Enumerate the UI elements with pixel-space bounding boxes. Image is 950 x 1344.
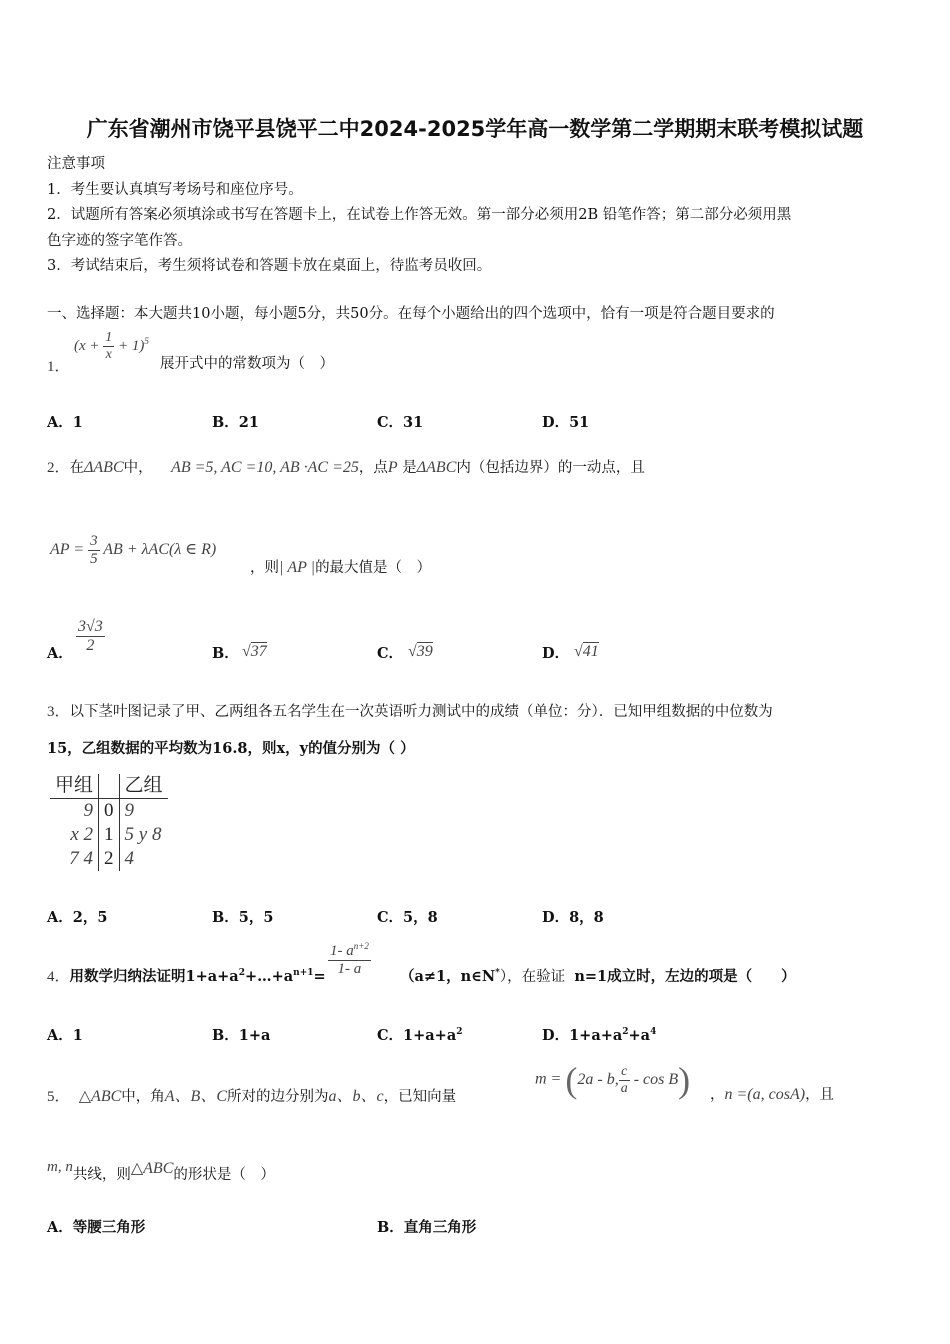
stem-header-left: 甲组 [50, 774, 99, 799]
q3-text: 以下茎叶图记录了甲、乙两组各五名学生在一次英语听力测试中的成绩（单位：分）．已知甲组数据的中位数为 [69, 704, 773, 720]
option-a[interactable]: A．1 [47, 414, 83, 431]
q2-condition: AB =5, AC =10, AB ·AC =25 [171, 459, 359, 476]
option-b[interactable]: B．1+a [212, 1027, 271, 1044]
q4-fraction [328, 941, 371, 978]
option-c-value: √39 [408, 643, 433, 660]
superscript: * [495, 968, 500, 979]
angles-label: A、B、C [164, 1088, 227, 1105]
option-c-label: C．1+a+a [377, 1027, 457, 1044]
sides-label: a、b、c [328, 1088, 384, 1105]
superscript: 2 [456, 1027, 463, 1038]
option-d-label: D．1+a+a [542, 1027, 623, 1044]
option-a[interactable]: A．2，5 [47, 909, 108, 926]
option-d-value: √41 [574, 643, 599, 660]
q5-text: ，且 [805, 1087, 835, 1103]
abs-ap: | AP | [279, 559, 316, 576]
q5-line2 [47, 1159, 275, 1184]
q2-text: ，点 [358, 460, 388, 476]
question-number: 1． [47, 359, 70, 375]
section-heading: 一、选择题：本大题共10小题，每小题5分，共50分。在每个小题给出的四个选项中，恰有一项是符合题目要求的 [47, 306, 775, 322]
notice-item: 2．试题所有答案必须填涂或书写在答题卡上，在试卷上作答无效。第一部分必须用2B 铅笔作答；第二部分必须用黑 [47, 207, 792, 223]
stem: 1 [99, 823, 120, 847]
q2-line2 [250, 556, 431, 577]
option-b[interactable]: B．5，5 [212, 909, 274, 926]
question-number: 4． [47, 969, 70, 985]
triangle-label: △ABC [78, 1088, 122, 1105]
q2-vector-expression: AP = $\frac{3}{5}$ AB + λAC(λ ∈ R) [50, 533, 217, 567]
option-c[interactable]: C．5，8 [377, 909, 438, 926]
notice-heading: 注意事项 [47, 156, 105, 172]
stem: 2 [99, 847, 120, 871]
option-c[interactable]: C．31 [377, 414, 424, 431]
q4-line [47, 965, 326, 986]
option-a[interactable]: A． [47, 645, 73, 662]
q5-text: 中，角 [121, 1089, 165, 1105]
q5-text: 共线，则 [72, 1167, 131, 1183]
page-title: 广东省潮州市饶平县饶平二中2024-2025学年高一数学第二学期期末联考模拟试题 [86, 117, 864, 141]
option-d[interactable]: D． [542, 645, 570, 662]
option-d[interactable]: D．8，8 [542, 909, 604, 926]
q4-text: +…+a [244, 968, 294, 985]
q2-text: 的最大值是（ ） [315, 560, 432, 576]
option-a[interactable]: A．1 [47, 1027, 83, 1044]
option-c[interactable] [377, 1024, 463, 1045]
option-c[interactable]: C． [377, 645, 404, 662]
q2-line1 [47, 456, 645, 477]
radicand: 37 [250, 643, 267, 660]
leaf-left: 7 4 [69, 848, 94, 869]
option-b[interactable]: B．21 [212, 414, 259, 431]
stem-header-right: 乙组 [119, 774, 168, 799]
vector-n: n =(a, cosA) [724, 1086, 806, 1103]
q2-text: 是 [402, 460, 417, 476]
radicand: 41 [582, 643, 599, 660]
option-b[interactable]: B．直角三角形 [377, 1219, 477, 1236]
q4-line-rest [400, 965, 796, 986]
leaf-left: x 2 [70, 824, 94, 845]
q5-line1 [47, 1083, 456, 1106]
question-number: 5． [47, 1089, 70, 1105]
superscript: n+2 [353, 941, 369, 951]
option-a-value: $\frac{3√3}{2}$ [78, 618, 103, 654]
q3-line2: 15，乙组数据的平均数为16.8，则x，y的值分别为（ ） [47, 740, 415, 757]
superscript: 2 [622, 1027, 629, 1038]
leaf-right: 4 [124, 848, 135, 869]
question-number: 2． [47, 460, 70, 476]
q5-text: 所对的边分别为 [227, 1089, 329, 1105]
option-d[interactable] [542, 1024, 656, 1045]
q1-text: 展开式中的常数项为（ ） [160, 356, 334, 372]
q2-text: 中， [123, 460, 153, 476]
triangle-label: ΔABC [416, 459, 457, 476]
question-number: 3． [47, 704, 70, 720]
q4-text: n=1成立时，左边的项是（ ） [574, 968, 796, 985]
superscript: n+1 [293, 968, 314, 979]
q2-text: 在 [69, 460, 85, 476]
q3-line1 [47, 700, 773, 721]
q4-text: 用数学归纳法证明1+a+a [69, 968, 239, 985]
fraction-denominator: 1- a [328, 960, 371, 978]
notice-item: 3．考试结束后，考生须将试卷和答题卡放在桌面上，待监考员收回。 [47, 258, 492, 274]
q5-line1-rest: ，n =(a, cosA)，且 [710, 1086, 835, 1103]
option-a[interactable]: A．等腰三角形 [47, 1219, 146, 1236]
fraction-numerator: 1- a [330, 943, 354, 959]
notice-item: 1．考生要认真填写考场号和座位序号。 [47, 182, 303, 198]
q2-text: ，则 [250, 560, 279, 576]
triangle-label: ΔABC [84, 459, 124, 476]
q5-text: ，已知向量 [383, 1089, 457, 1105]
option-b[interactable]: B． [212, 645, 239, 662]
q2-text: 内（包括边界）的一动点，且 [456, 460, 645, 476]
option-d-tail: +a [628, 1027, 651, 1044]
option-d[interactable]: D．51 [542, 414, 590, 431]
stem-leaf-plot [50, 774, 168, 871]
q4-text: ），在验证 [499, 969, 566, 985]
radicand: 39 [416, 643, 433, 660]
point-label: P [387, 459, 398, 476]
triangle-label: △ABC [130, 1160, 174, 1177]
option-b-value: √37 [242, 643, 267, 660]
leaf-right: 9 [124, 800, 135, 821]
superscript: 4 [650, 1027, 657, 1038]
notice-item: 色字迹的签字笔作答。 [47, 233, 192, 249]
q5-text: 的形状是（ ） [173, 1167, 275, 1183]
leaf-right: 5 y 8 [124, 824, 162, 845]
superscript: 2 [238, 968, 245, 979]
mn-label: m, n [47, 1159, 73, 1175]
q1-expression: (x + $\frac{1}{x}$ + 1)$^5$ [74, 330, 149, 362]
vector-m-label: m = [535, 1070, 562, 1088]
leaf-left: 9 [83, 800, 94, 821]
vector-m: m = (2a - b, $\frac{c}{a}$ - cos B) [535, 1060, 691, 1100]
stem: 0 [99, 799, 120, 824]
q4-text: （a≠1，n∈N [400, 968, 496, 985]
q4-text: = [313, 968, 326, 985]
